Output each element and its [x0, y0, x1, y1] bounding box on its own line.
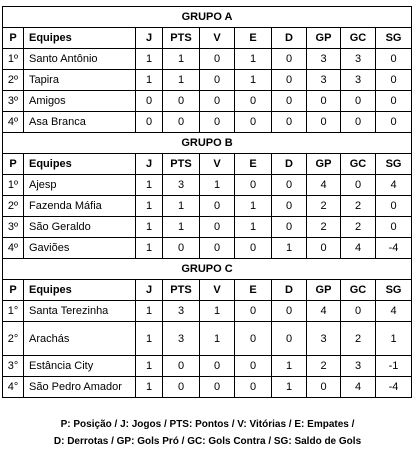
table-cell: 0 — [376, 91, 412, 112]
table-cell: 0 — [272, 112, 307, 133]
table-cell: 4º — [3, 238, 24, 259]
table-cell: 0 — [235, 238, 272, 259]
team-name: Arachás — [24, 322, 136, 356]
team-name: Ajesp — [24, 175, 136, 196]
table-cell: 1 — [136, 238, 163, 259]
table-cell: 0 — [163, 112, 200, 133]
table-cell: 3º — [3, 217, 24, 238]
table-cell: 2 — [341, 217, 376, 238]
table-cell: 3 — [341, 49, 376, 70]
table-cell: 0 — [341, 91, 376, 112]
table-cell: 2 — [307, 356, 341, 377]
table-cell: 0 — [376, 217, 412, 238]
table-cell: 1 — [136, 322, 163, 356]
table-cell: 0 — [200, 238, 235, 259]
table-cell: 0 — [272, 217, 307, 238]
column-header: SG — [376, 154, 412, 175]
table-cell: 1 — [136, 175, 163, 196]
table-cell: 1 — [235, 196, 272, 217]
column-header: SG — [376, 28, 412, 49]
column-header: D — [272, 28, 307, 49]
group-title: GRUPO A — [3, 7, 412, 28]
table-row — [3, 70, 412, 91]
table-row — [3, 196, 412, 217]
table-cell: 0 — [235, 91, 272, 112]
table-cell: 0 — [272, 70, 307, 91]
table-cell: 1 — [163, 196, 200, 217]
group-title-row — [3, 259, 412, 280]
column-header: D — [272, 154, 307, 175]
column-header: GP — [307, 28, 341, 49]
column-header: PTS — [163, 280, 200, 301]
table-cell: 0 — [200, 196, 235, 217]
table-cell: 1 — [272, 356, 307, 377]
group-title-row — [3, 7, 412, 28]
table-cell: 0 — [341, 112, 376, 133]
table-cell: 1 — [235, 70, 272, 91]
team-name: São Pedro Amador — [24, 377, 136, 398]
table-cell: 3 — [163, 322, 200, 356]
table-cell: 1 — [200, 175, 235, 196]
column-header: V — [200, 154, 235, 175]
standings-body — [3, 7, 412, 398]
table-row — [3, 91, 412, 112]
table-cell: 0 — [235, 377, 272, 398]
table-cell: 0 — [272, 91, 307, 112]
table-row — [3, 377, 412, 398]
table-cell: 2 — [307, 217, 341, 238]
table-cell: 1 — [200, 322, 235, 356]
column-header: GC — [341, 154, 376, 175]
column-header: P — [3, 28, 24, 49]
table-cell: 1º — [3, 49, 24, 70]
table-cell: 0 — [200, 377, 235, 398]
table-cell: 0 — [341, 301, 376, 322]
table-cell: 3 — [163, 175, 200, 196]
table-cell: 1 — [200, 301, 235, 322]
team-name: Gaviões — [24, 238, 136, 259]
table-cell: 1 — [136, 301, 163, 322]
table-cell: 0 — [235, 356, 272, 377]
column-header: Equipes — [24, 280, 136, 301]
team-name: Santa Terezinha — [24, 301, 136, 322]
table-cell: 3° — [3, 356, 24, 377]
column-header: P — [3, 154, 24, 175]
table-cell: 0 — [235, 322, 272, 356]
column-header: J — [136, 154, 163, 175]
table-cell: 1 — [163, 217, 200, 238]
header-row — [3, 154, 412, 175]
table-cell: 1 — [163, 49, 200, 70]
table-cell: 3 — [341, 70, 376, 91]
table-cell: 0 — [200, 217, 235, 238]
table-cell: 1 — [136, 49, 163, 70]
table-cell: 3 — [307, 322, 341, 356]
table-row — [3, 217, 412, 238]
table-cell: 2 — [341, 196, 376, 217]
table-cell: 1° — [3, 301, 24, 322]
table-row — [3, 49, 412, 70]
team-name: Tapira — [24, 70, 136, 91]
table-cell: 0 — [235, 301, 272, 322]
table-cell: 0 — [307, 91, 341, 112]
table-cell: 0 — [200, 91, 235, 112]
table-cell: 4 — [376, 301, 412, 322]
team-name: Asa Branca — [24, 112, 136, 133]
column-header: E — [235, 280, 272, 301]
table-cell: 3 — [163, 301, 200, 322]
table-cell: 0 — [200, 112, 235, 133]
table-cell: 1 — [136, 196, 163, 217]
table-cell: 1 — [136, 217, 163, 238]
table-cell: -1 — [376, 356, 412, 377]
table-cell: 2 — [307, 196, 341, 217]
team-name: Amigos — [24, 91, 136, 112]
table-cell: 4 — [376, 175, 412, 196]
table-row — [3, 356, 412, 377]
table-cell: 0 — [200, 49, 235, 70]
table-cell: 3 — [341, 356, 376, 377]
table-cell: 0 — [163, 238, 200, 259]
table-cell: 0 — [272, 49, 307, 70]
column-header: V — [200, 280, 235, 301]
table-cell: 4 — [307, 301, 341, 322]
table-cell: 0 — [235, 112, 272, 133]
standings-table — [2, 6, 412, 398]
header-row — [3, 28, 412, 49]
table-cell: 2º — [3, 70, 24, 91]
table-cell: 0 — [272, 301, 307, 322]
table-cell: 0 — [136, 91, 163, 112]
table-cell: 0 — [136, 112, 163, 133]
table-cell: 0 — [200, 356, 235, 377]
column-header: E — [235, 28, 272, 49]
column-header: GP — [307, 154, 341, 175]
header-row — [3, 280, 412, 301]
column-header: D — [272, 280, 307, 301]
table-cell: 1 — [272, 238, 307, 259]
column-header: PTS — [163, 154, 200, 175]
table-cell: 0 — [163, 356, 200, 377]
team-name: Santo Antônio — [24, 49, 136, 70]
table-cell: 0 — [272, 322, 307, 356]
table-cell: 4 — [341, 377, 376, 398]
table-cell: 2 — [341, 322, 376, 356]
table-cell: -4 — [376, 238, 412, 259]
table-cell: 4º — [3, 112, 24, 133]
table-cell: 3º — [3, 91, 24, 112]
table-cell: 1º — [3, 175, 24, 196]
table-cell: 4° — [3, 377, 24, 398]
table-row — [3, 301, 412, 322]
group-title-row — [3, 133, 412, 154]
table-cell: -4 — [376, 377, 412, 398]
column-header: Equipes — [24, 28, 136, 49]
column-header: GC — [341, 280, 376, 301]
column-header: E — [235, 154, 272, 175]
column-header: J — [136, 280, 163, 301]
table-cell: 2º — [3, 196, 24, 217]
table-row — [3, 238, 412, 259]
legend — [0, 416, 415, 450]
legend-line: D: Derrotas / GP: Gols Pró / GC: Gols Contra / SG: Saldo de Gols — [53, 436, 362, 447]
table-cell: 0 — [163, 91, 200, 112]
column-header: SG — [376, 280, 412, 301]
table-row — [3, 175, 412, 196]
column-header: GC — [341, 28, 376, 49]
table-cell: 1 — [272, 377, 307, 398]
team-name: Fazenda Máfia — [24, 196, 136, 217]
table-cell: 4 — [341, 238, 376, 259]
table-cell: 0 — [376, 70, 412, 91]
legend-line: P: Posição / J: Jogos / PTS: Pontos / V: Vitórias / E: Empates / — [60, 419, 355, 430]
column-header: Equipes — [24, 154, 136, 175]
table-cell: 0 — [200, 70, 235, 91]
table-cell: 0 — [341, 175, 376, 196]
table-cell: 1 — [136, 377, 163, 398]
table-cell: 3 — [307, 49, 341, 70]
table-cell: 4 — [307, 175, 341, 196]
group-title: GRUPO C — [3, 259, 412, 280]
table-cell: 0 — [376, 49, 412, 70]
column-header: P — [3, 280, 24, 301]
table-cell: 0 — [307, 377, 341, 398]
team-name: São Geraldo — [24, 217, 136, 238]
table-cell: 3 — [307, 70, 341, 91]
table-cell: 1 — [376, 322, 412, 356]
table-cell: 1 — [136, 356, 163, 377]
table-row — [3, 322, 412, 356]
table-cell: 1 — [235, 217, 272, 238]
table-cell: 2° — [3, 322, 24, 356]
column-header: J — [136, 28, 163, 49]
table-cell: 1 — [136, 70, 163, 91]
table-cell: 0 — [307, 238, 341, 259]
table-cell: 0 — [272, 175, 307, 196]
table-cell: 0 — [376, 112, 412, 133]
column-header: PTS — [163, 28, 200, 49]
column-header: GP — [307, 280, 341, 301]
column-header: V — [200, 28, 235, 49]
table-cell: 0 — [163, 377, 200, 398]
group-title: GRUPO B — [3, 133, 412, 154]
table-cell: 1 — [235, 49, 272, 70]
team-name: Estância City — [24, 356, 136, 377]
table-cell: 0 — [272, 196, 307, 217]
table-cell: 1 — [163, 70, 200, 91]
table-cell: 0 — [307, 112, 341, 133]
table-cell: 0 — [235, 175, 272, 196]
table-row — [3, 112, 412, 133]
table-cell: 0 — [376, 196, 412, 217]
